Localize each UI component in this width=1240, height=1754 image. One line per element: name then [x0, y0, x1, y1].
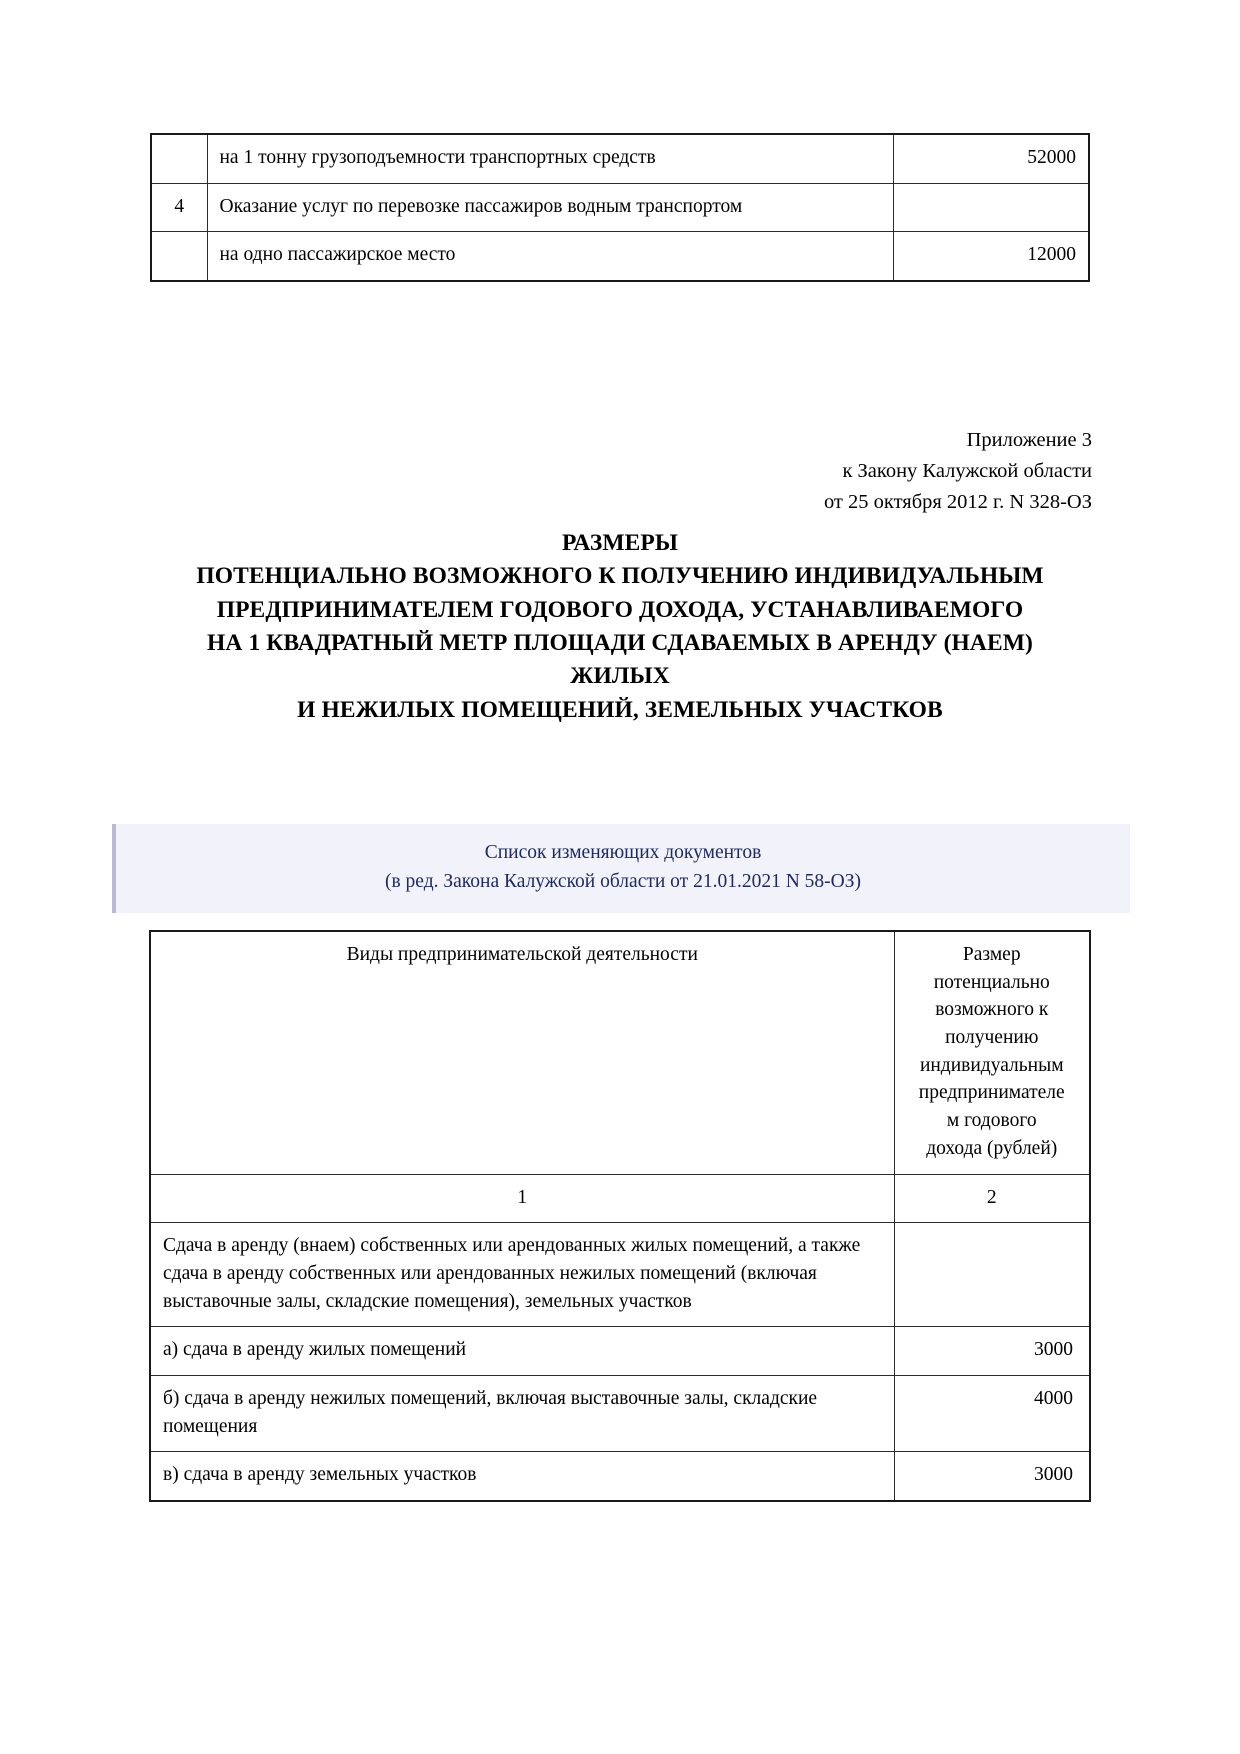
header-income-line-1: Размер [962, 944, 1021, 965]
appendix-number: Приложение 3 [966, 429, 1092, 451]
row-value: 3000 [894, 1452, 1090, 1501]
title-line-5: ЖИЛЫХ [570, 663, 670, 690]
row-value: 12000 [893, 232, 1089, 281]
appendix-law-date: от 25 октября 2012 г. N 328-ОЗ [823, 491, 1092, 514]
row-value: 52000 [893, 134, 1089, 183]
table-row [150, 1375, 1090, 1451]
header-income-amount [894, 931, 1090, 1174]
column-number-row [150, 1174, 1090, 1223]
table-row [151, 134, 1089, 183]
amendment-note-box [112, 824, 1130, 913]
row-description: б) сдача в аренду нежилых помещений, включая выставочные залы, складские помещения [150, 1375, 894, 1451]
column-number-1: 1 [150, 1174, 894, 1223]
table-row [151, 183, 1089, 232]
row-description: на 1 тонну грузоподъемности транспортных средств [207, 134, 893, 183]
header-income-line-6: предпринимателе [918, 1082, 1065, 1104]
rental-rates-table [149, 930, 1091, 1502]
row-description: Сдача в аренду (внаем) собственных или арендованных жилых помещений, а также сдача в аренду собственных или арендованных нежилых помещений (включая выставочные залы, складские помещения), земельных участков [150, 1223, 894, 1327]
row-description: а) сдача в аренду жилых помещений [150, 1327, 894, 1376]
row-description: на одно пассажирское место [207, 232, 893, 281]
amendment-note-reference: (в ред. Закона Калужской области от 21.01.2021 N 58-ОЗ) [384, 871, 861, 893]
header-income-line-3: возможного к [935, 999, 1049, 1021]
row-value: 3000 [894, 1327, 1090, 1376]
appendix-law-reference: к Закону Калужской области [842, 460, 1092, 483]
title-line-2: ПОТЕНЦИАЛЬНО ВОЗМОЖНОГО К ПОЛУЧЕНИЮ ИНДИВИДУАЛЬНЫМ [196, 563, 1044, 590]
header-income-line-5: индивидуальным [919, 1054, 1064, 1076]
row-index [151, 134, 207, 183]
main-table-container [0, 930, 1240, 1502]
table-row [151, 232, 1089, 281]
amendment-note-title: Список изменяющих документов [484, 842, 762, 863]
continued-table-container [0, 133, 1240, 282]
table-header-row [150, 931, 1090, 1174]
table-row [150, 1452, 1090, 1501]
header-income-line-8: дохода (рублей) [926, 1137, 1058, 1159]
appendix-header [0, 425, 1240, 518]
header-activity-types: Виды предпринимательской деятельности [150, 931, 894, 1174]
header-income-line-2: потенциально [933, 971, 1050, 993]
header-income-line-4: получению [945, 1027, 1039, 1049]
row-description: в) сдача в аренду земельных участков [150, 1452, 894, 1501]
header-income-line-7: м годового [946, 1110, 1037, 1132]
row-value: 4000 [894, 1375, 1090, 1451]
row-index: 4 [151, 183, 207, 232]
column-number-2: 2 [894, 1174, 1090, 1223]
row-value [894, 1223, 1090, 1327]
title-line-3: ПРЕДПРИНИМАТЕЛЕМ ГОДОВОГО ДОХОДА, УСТАНАВЛИВАЕМОГО [216, 596, 1024, 623]
page-title [0, 527, 1240, 727]
row-index [151, 232, 207, 281]
table-row [150, 1223, 1090, 1327]
continued-rates-table [150, 133, 1090, 282]
row-description: Оказание услуг по перевозке пассажиров водным транспортом [207, 183, 893, 232]
row-value [893, 183, 1089, 232]
title-line-1: РАЗМЕРЫ [561, 530, 679, 556]
title-line-4: НА 1 КВАДРАТНЫЙ МЕТР ПЛОЩАДИ СДАВАЕМЫХ В АРЕНДУ (НАЕМ) [207, 630, 1033, 657]
title-line-6: И НЕЖИЛЫХ ПОМЕЩЕНИЙ, ЗЕМЕЛЬНЫХ УЧАСТКОВ [297, 696, 943, 723]
table-row [150, 1327, 1090, 1376]
